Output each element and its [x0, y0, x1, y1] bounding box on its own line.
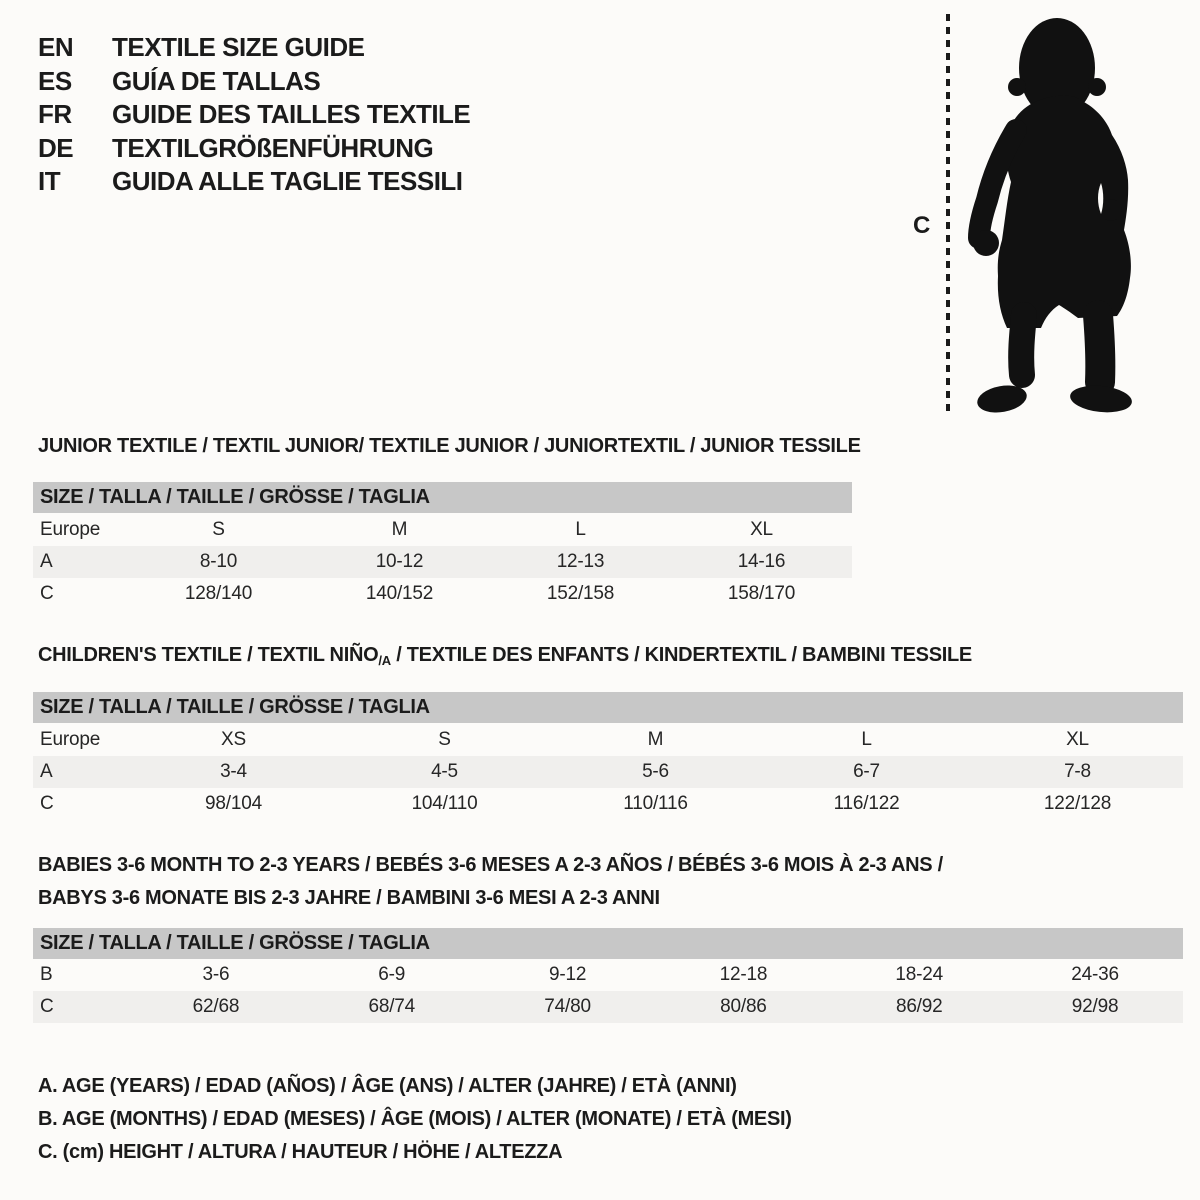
junior-section-title: JUNIOR TEXTILE / TEXTIL JUNIOR/ TEXTILE JUNIOR / JUNIORTEXTIL / JUNIOR TESSILE — [38, 435, 861, 457]
value-cell: 18-24 — [895, 964, 944, 985]
size-cell: S — [438, 729, 451, 750]
language-code: IT — [38, 166, 61, 196]
language-title: GUIDA ALLE TAGLIE TESSILI — [112, 166, 463, 196]
value-cell: 8-10 — [199, 551, 238, 572]
height-measure-label: C — [913, 212, 931, 239]
value-cell: 7-8 — [1064, 761, 1091, 782]
language-title: GUÍA DE TALLAS — [112, 65, 321, 96]
language-row — [38, 165, 470, 199]
value-cell: 122/128 — [1043, 793, 1112, 814]
value-cell: 158/170 — [727, 583, 796, 604]
language-code: DE — [38, 132, 74, 163]
height-cm-row — [33, 578, 852, 610]
value-cell: 6-9 — [378, 964, 406, 985]
value-cell: 5-6 — [642, 761, 669, 782]
height-cm-row — [33, 991, 1183, 1023]
size-header-bar: SIZE / TALLA / TAILLE / GRÖSSE / TAGLIA — [33, 692, 1183, 723]
value-cell: 92/98 — [1071, 996, 1119, 1017]
value-cell: 140/152 — [365, 583, 434, 604]
row-label: C — [40, 996, 54, 1017]
value-cell: 74/80 — [544, 996, 591, 1017]
region-label: Europe — [40, 729, 101, 750]
value-cell: 24-36 — [1071, 964, 1119, 985]
children-title-subscript: /A — [378, 653, 391, 668]
children-title-text: / TEXTILE DES ENFANTS / KINDERTEXTIL / BAMBINI TESSILE — [390, 644, 972, 666]
value-cell: 3-4 — [220, 761, 247, 782]
value-cell: 6-7 — [853, 761, 880, 782]
measurement-legend — [38, 1070, 792, 1169]
height-measure-dashed-line — [946, 14, 950, 417]
row-label: A — [40, 551, 53, 572]
value-cell: 152/158 — [546, 583, 615, 604]
babies-size-table — [33, 928, 1183, 1023]
size-cell: L — [861, 729, 872, 750]
value-cell: 62/68 — [192, 996, 240, 1017]
height-cm-row — [33, 788, 1183, 820]
size-cell: M — [647, 729, 664, 750]
junior-size-table — [33, 482, 852, 610]
language-row — [38, 65, 470, 99]
value-cell: 10-12 — [375, 551, 424, 572]
size-cell: XL — [750, 519, 773, 540]
babies-title-line2: BABYS 3-6 MONATE BIS 2-3 JAHRE / BAMBINI 3-6 MESI A 2-3 ANNI — [38, 887, 660, 909]
language-code: EN — [38, 32, 74, 62]
age-years-row — [33, 756, 1183, 788]
region-label: Europe — [40, 519, 101, 540]
value-cell: 128/140 — [184, 583, 253, 604]
age-months-row — [33, 959, 1183, 991]
value-cell: 104/110 — [411, 793, 478, 814]
value-cell: 12-13 — [556, 551, 605, 572]
value-cell: 12-18 — [719, 964, 768, 985]
size-header-bar: SIZE / TALLA / TAILLE / GRÖSSE / TAGLIA — [33, 482, 852, 513]
size-header-bar: SIZE / TALLA / TAILLE / GRÖSSE / TAGLIA — [33, 928, 1183, 959]
value-cell: 3-6 — [202, 964, 230, 985]
babies-title-line1: BABIES 3-6 MONTH TO 2-3 YEARS / BEBÉS 3-6 MESES A 2-3 AÑOS / BÉBÉS 3-6 MOIS À 2-3 ANS / — [38, 854, 943, 876]
value-cell: 68/74 — [368, 996, 416, 1017]
value-cell: 80/86 — [720, 996, 767, 1017]
language-list — [38, 31, 470, 199]
sizes-row — [33, 513, 852, 546]
children-size-table — [33, 692, 1183, 820]
children-title-text: CHILDREN'S TEXTILE / TEXTIL NIÑO — [38, 644, 379, 666]
value-cell: 86/92 — [895, 996, 943, 1017]
row-label: A — [40, 761, 53, 782]
language-code: FR — [38, 99, 72, 129]
value-cell: 9-12 — [548, 964, 587, 985]
children-section-title — [38, 642, 972, 674]
legend-line-b: B. AGE (MONTHS) / EDAD (MESES) / ÂGE (MOIS) / ALTER (MONATE) / ETÀ (MESI) — [38, 1108, 792, 1130]
language-code: ES — [38, 65, 72, 96]
value-cell: 116/122 — [833, 793, 900, 814]
language-title: TEXTILGRÖßENFÜHRUNG — [112, 132, 434, 163]
value-cell: 110/116 — [623, 793, 688, 814]
size-cell: L — [575, 519, 586, 540]
size-cell: XS — [221, 729, 246, 750]
row-label: B — [40, 964, 53, 985]
value-cell: 98/104 — [205, 793, 262, 814]
size-cell: XL — [1066, 729, 1089, 750]
legend-line-c: C. (cm) HEIGHT / ALTURA / HAUTEUR / HÖHE / ALTEZZA — [38, 1141, 563, 1163]
legend-line-a: A. AGE (YEARS) / EDAD (AÑOS) / ÂGE (ANS) / ALTER (JAHRE) / ETÀ (ANNI) — [38, 1075, 737, 1097]
baby-silhouette-image — [962, 8, 1142, 418]
babies-section-title — [38, 849, 943, 915]
row-label: C — [40, 583, 54, 604]
size-cell: M — [391, 519, 408, 540]
language-row — [38, 98, 470, 132]
language-row — [38, 31, 470, 65]
language-title: GUIDE DES TAILLES TEXTILE — [112, 99, 471, 129]
row-label: C — [40, 793, 54, 814]
age-years-row — [33, 546, 852, 578]
language-title: TEXTILE SIZE GUIDE — [112, 32, 365, 62]
value-cell: 14-16 — [737, 551, 786, 572]
size-cell: S — [212, 519, 225, 540]
language-row — [38, 132, 470, 166]
value-cell: 4-5 — [431, 761, 458, 782]
sizes-row — [33, 723, 1183, 756]
